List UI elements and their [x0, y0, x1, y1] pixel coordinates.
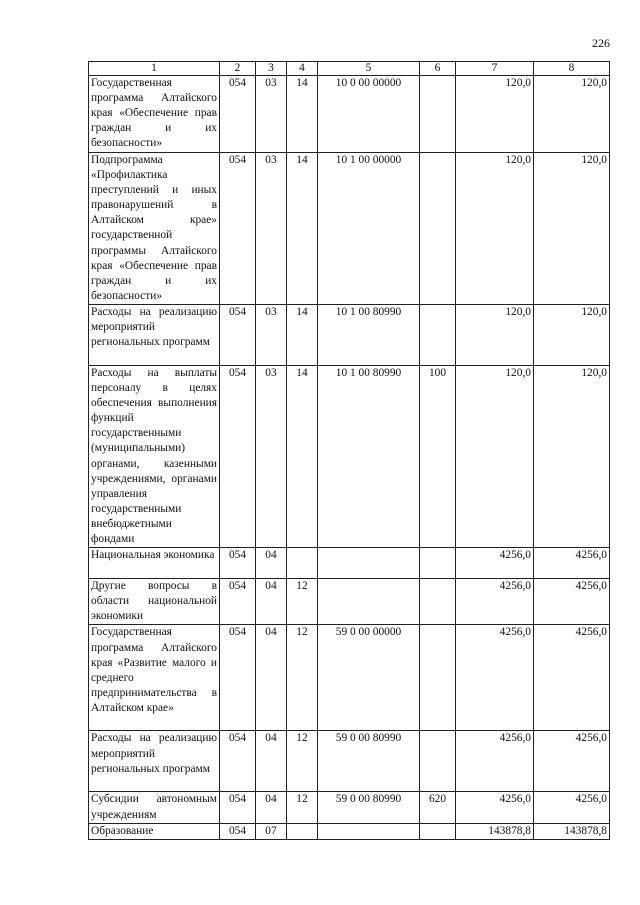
- ved-code: 054: [220, 76, 256, 153]
- column-header: 2: [220, 62, 256, 76]
- amount-year-1: 143878,8: [456, 823, 534, 839]
- table-row: [89, 625, 610, 731]
- amount-year-2: 120,0: [534, 305, 610, 366]
- table-row: [89, 731, 610, 792]
- amount-year-2: 4256,0: [534, 792, 610, 823]
- subsection-code: 12: [287, 625, 318, 731]
- row-name: Образование: [89, 823, 220, 839]
- amount-year-2: 143878,8: [534, 823, 610, 839]
- amount-year-1: 4256,0: [456, 625, 534, 731]
- section-code: 07: [256, 823, 287, 839]
- target-article-code: [318, 823, 420, 839]
- budget-table: [88, 61, 610, 840]
- expense-type-code: [420, 76, 456, 153]
- section-code: 04: [256, 731, 287, 792]
- section-code: 04: [256, 579, 287, 625]
- target-article-code: 10 1 00 80990: [318, 305, 420, 366]
- row-name: Другие вопросы в области национальной экономики: [89, 579, 220, 625]
- target-article-code: 10 1 00 00000: [318, 153, 420, 305]
- amount-year-1: 4256,0: [456, 548, 534, 579]
- section-code: 03: [256, 366, 287, 548]
- amount-year-2: 4256,0: [534, 579, 610, 625]
- target-article-code: 59 0 00 80990: [318, 731, 420, 792]
- column-header: 1: [89, 62, 220, 76]
- section-code: 03: [256, 153, 287, 305]
- table-row: [89, 823, 610, 839]
- column-header: 6: [420, 62, 456, 76]
- expense-type-code: [420, 625, 456, 731]
- expense-type-code: [420, 823, 456, 839]
- table-row: [89, 792, 610, 823]
- target-article-code: 59 0 00 80990: [318, 792, 420, 823]
- ved-code: 054: [220, 625, 256, 731]
- subsection-code: [287, 823, 318, 839]
- subsection-code: 12: [287, 731, 318, 792]
- page-number: 226: [592, 36, 610, 50]
- table-row: [89, 153, 610, 305]
- ved-code: 054: [220, 579, 256, 625]
- column-header: 7: [456, 62, 534, 76]
- ved-code: 054: [220, 305, 256, 366]
- row-name: Расходы на реализацию мероприятий региональных программ: [89, 305, 220, 366]
- section-code: 03: [256, 76, 287, 153]
- column-header: 5: [318, 62, 420, 76]
- subsection-code: 14: [287, 366, 318, 548]
- amount-year-1: 4256,0: [456, 792, 534, 823]
- subsection-code: 14: [287, 76, 318, 153]
- row-name: Государственная программа Алтайского края «Развитие малого и среднего предпринимательства в Алтайском крае»: [89, 625, 220, 731]
- amount-year-2: 4256,0: [534, 625, 610, 731]
- target-article-code: [318, 548, 420, 579]
- subsection-code: 12: [287, 579, 318, 625]
- section-code: 04: [256, 548, 287, 579]
- row-name: Государственная программа Алтайского края «Обеспечение прав граждан и их безопасности»: [89, 76, 220, 153]
- amount-year-1: 4256,0: [456, 579, 534, 625]
- subsection-code: 12: [287, 792, 318, 823]
- row-name: Национальная экономика: [89, 548, 220, 579]
- row-name: Подпрограмма «Профилактика преступлений и иных правонарушений в Алтайском крае» государственной программы Алтайского края «Обеспечение прав граждан и их безопасности»: [89, 153, 220, 305]
- table-header-row: [89, 62, 610, 76]
- ved-code: 054: [220, 823, 256, 839]
- amount-year-1: 120,0: [456, 305, 534, 366]
- section-code: 04: [256, 792, 287, 823]
- subsection-code: 14: [287, 153, 318, 305]
- subsection-code: [287, 548, 318, 579]
- table-row: [89, 305, 610, 366]
- target-article-code: [318, 579, 420, 625]
- target-article-code: 10 1 00 80990: [318, 366, 420, 548]
- expense-type-code: 620: [420, 792, 456, 823]
- column-header: 4: [287, 62, 318, 76]
- column-header: 3: [256, 62, 287, 76]
- row-name: Субсидии автономным учреждениям: [89, 792, 220, 823]
- target-article-code: 10 0 00 00000: [318, 76, 420, 153]
- amount-year-2: 4256,0: [534, 731, 610, 792]
- table-row: [89, 76, 610, 153]
- ved-code: 054: [220, 731, 256, 792]
- expense-type-code: [420, 153, 456, 305]
- expense-type-code: [420, 731, 456, 792]
- amount-year-1: 120,0: [456, 366, 534, 548]
- ved-code: 054: [220, 548, 256, 579]
- amount-year-2: 4256,0: [534, 548, 610, 579]
- ved-code: 054: [220, 153, 256, 305]
- target-article-code: 59 0 00 00000: [318, 625, 420, 731]
- amount-year-2: 120,0: [534, 153, 610, 305]
- table-row: [89, 366, 610, 548]
- subsection-code: 14: [287, 305, 318, 366]
- section-code: 03: [256, 305, 287, 366]
- amount-year-1: 120,0: [456, 76, 534, 153]
- amount-year-1: 120,0: [456, 153, 534, 305]
- expense-type-code: 100: [420, 366, 456, 548]
- ved-code: 054: [220, 366, 256, 548]
- expense-type-code: [420, 305, 456, 366]
- row-name: Расходы на выплаты персоналу в целях обеспечения выполнения функций государственными (муниципальными) органами, казенными учреждениями, органами управления государственными внебюджетными фондами: [89, 366, 220, 548]
- row-name: Расходы на реализацию мероприятий региональных программ: [89, 731, 220, 792]
- table-row: [89, 548, 610, 579]
- amount-year-1: 4256,0: [456, 731, 534, 792]
- expense-type-code: [420, 548, 456, 579]
- expense-type-code: [420, 579, 456, 625]
- ved-code: 054: [220, 792, 256, 823]
- column-header: 8: [534, 62, 610, 76]
- section-code: 04: [256, 625, 287, 731]
- amount-year-2: 120,0: [534, 366, 610, 548]
- table-row: [89, 579, 610, 625]
- amount-year-2: 120,0: [534, 76, 610, 153]
